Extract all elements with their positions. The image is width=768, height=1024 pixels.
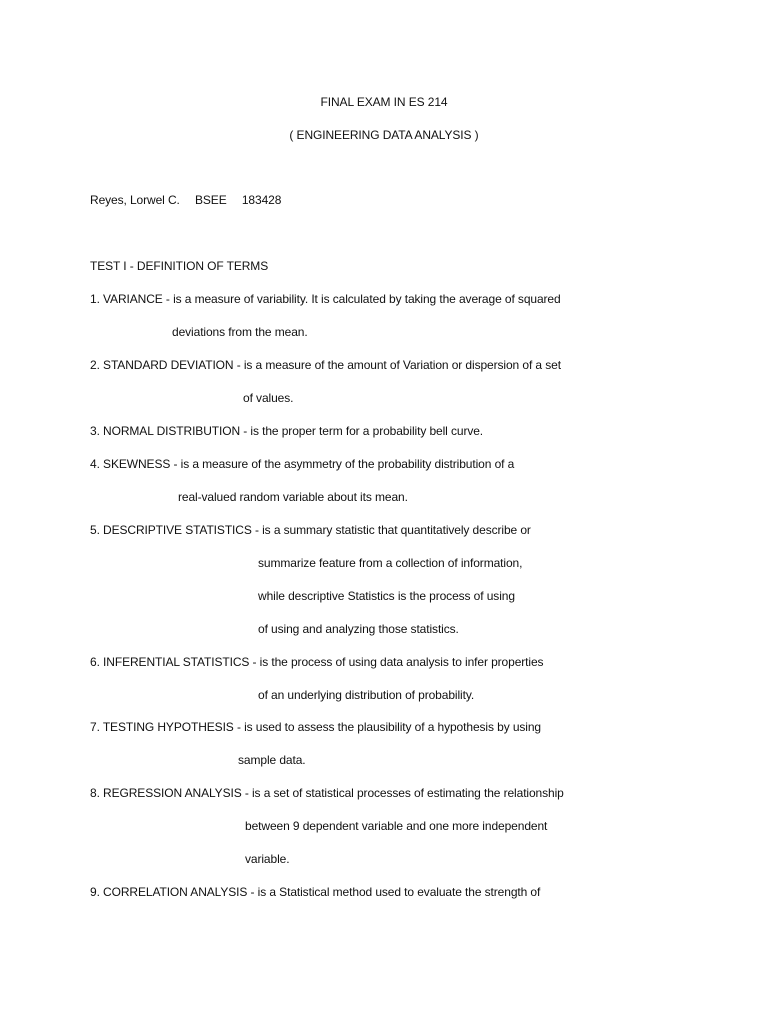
term-2-first-line: 2. STANDARD DEVIATION - is a measure of the amount of Variation or dispersion of a set bbox=[90, 358, 561, 372]
student-course: BSEE bbox=[195, 193, 227, 207]
term-1-first-line: 1. VARIANCE - is a measure of variability. It is calculated by taking the average of squared bbox=[90, 292, 561, 306]
term-4-continuation: real-valued random variable about its mean. bbox=[178, 490, 408, 504]
term-2-continuation: of values. bbox=[243, 391, 294, 405]
term-8-first-line: 8. REGRESSION ANALYSIS - is a set of statistical processes of estimating the relationship bbox=[90, 786, 564, 800]
test-title: TEST I - DEFINITION OF TERMS bbox=[90, 259, 269, 273]
term-5-first-line: 5. DESCRIPTIVE STATISTICS - is a summary statistic that quantitatively describe or bbox=[90, 523, 531, 537]
term-6-continuation: of an underlying distribution of probability. bbox=[258, 688, 475, 702]
term-8-continuation: between 9 dependent variable and one more independent bbox=[245, 819, 548, 833]
term-5-continuation: of using and analyzing those statistics. bbox=[258, 622, 459, 636]
term-9-first-line: 9. CORRELATION ANALYSIS - is a Statistical method used to evaluate the strength of bbox=[90, 885, 541, 899]
term-7-first-line: 7. TESTING HYPOTHESIS - is used to assess the plausibility of a hypothesis by using bbox=[90, 720, 542, 734]
student-info bbox=[90, 192, 293, 208]
term-8-continuation: variable. bbox=[245, 852, 290, 866]
term-6-first-line: 6. INFERENTIAL STATISTICS - is the process of using data analysis to infer properties bbox=[90, 655, 544, 669]
term-3-first-line: 3. NORMAL DISTRIBUTION - is the proper term for a probability bell curve. bbox=[90, 424, 484, 438]
term-5-continuation: summarize feature from a collection of information, bbox=[258, 556, 523, 570]
term-1-continuation: deviations from the mean. bbox=[172, 325, 308, 339]
term-7-continuation: sample data. bbox=[238, 753, 306, 767]
term-5-continuation: while descriptive Statistics is the process of using bbox=[258, 589, 515, 603]
exam-title: FINAL EXAM IN ES 214 bbox=[320, 95, 448, 109]
term-4-first-line: 4. SKEWNESS - is a measure of the asymmetry of the probability distribution of a bbox=[90, 457, 515, 471]
exam-subtitle: ( ENGINEERING DATA ANALYSIS ) bbox=[289, 128, 479, 142]
student-id: 183428 bbox=[241, 193, 282, 207]
student-name: Reyes, Lorwel C. bbox=[90, 193, 180, 207]
